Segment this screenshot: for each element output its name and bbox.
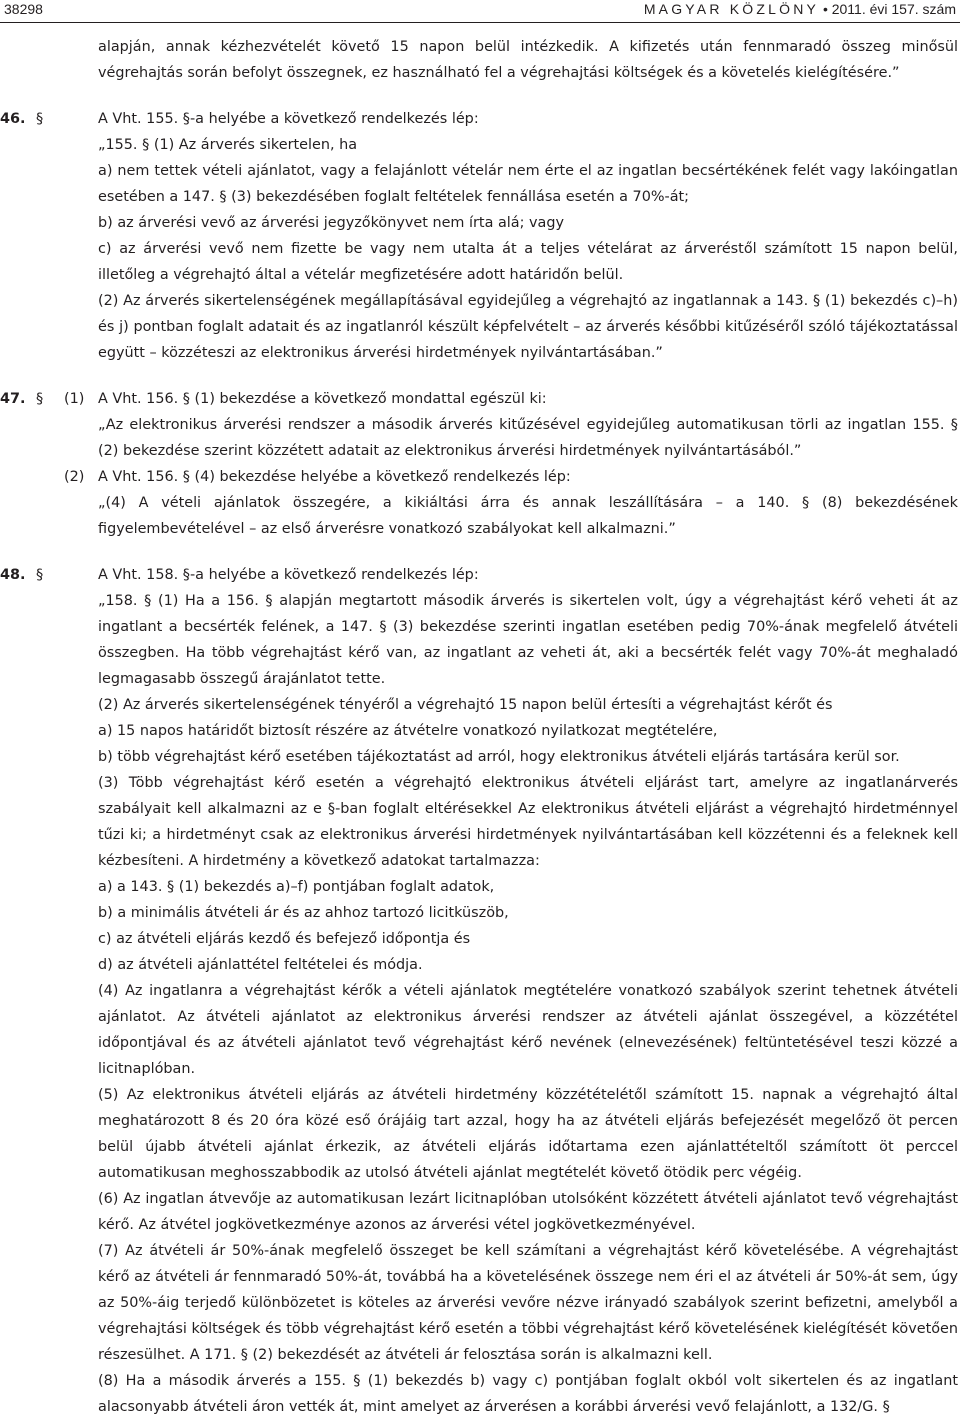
section-47 (0, 386, 960, 542)
section-paragraph: (2) Az árverés sikertelenségének megállapításával egyidejűleg a végrehajtó az ingatlannak a 143. § (1) bekezdés c)–h) és j) pontban foglalt adatait és az ingatlanról készült képfelvételt – az árverés későbbi kitűzéséről szóló tájékoztatással együtt – közzéteszi az elektronikus árverési hirdetmények nyilvántartásában.” (98, 293, 958, 361)
section-paragraph: c) az átvételi eljárás kezdő és befejező időpontja és (98, 931, 471, 947)
section-paragraph: d) az átvételi ajánlattétel feltételei és módja. (98, 957, 423, 973)
subsection-label: (1) (64, 391, 85, 407)
subsection (0, 464, 960, 542)
page-header (0, 0, 960, 23)
section-48 (0, 562, 960, 1420)
section-paragraph: A Vht. 156. § (4) bekezdése helyébe a következő rendelkezés lép: (98, 469, 571, 485)
section-paragraph: (7) Az átvételi ár 50%-ának megfelelő összeget be kell számítani a végrehajtást kérő követelésébe. A végrehajtást kérő az átvételi ár fennmaradó 50%-át, továbbá ha a követelésének összege nem éri el az átvételi ár 50%-át sem, úgy az 50%-áig terjedő különbözetet is köteles az árverési vevőre nézve irányadó szabályok szerint befizetni, amelyből a végrehajtási költségek és több végrehajtást kérő esetén a többi végrehajtást kérő követelésének kielégítését követően részesülhet. A 171. § (2) bekezdését az átvételi ár felosztása során is alkalmazni kell. (98, 1243, 958, 1363)
section-paragraph: (2) Az árverés sikertelenségének tényéről a végrehajtó 15 napon belül értesíti a végrehajtást kérőt és (98, 697, 833, 713)
section-paragraph: „(4) A vételi ajánlatok összegére, a kikiáltási árra és annak leszállítására – a 140. § (8) bekezdésének figyelembevételével – az első árverésre vonatkozó szabályokat kell alkalmazni.” (98, 495, 958, 537)
section-paragraph: c) az árverési vevő nem fizette be vagy nem utalta át a teljes vételárat az árveréstől számított 15 napon belül, illetőleg a végrehajtó által a vételár megfizetésére adott határidőn belül. (98, 241, 958, 283)
section-paragraph: (4) Az ingatlanra a végrehajtást kérők a vételi ajánlatok megtételére vonatkozó szabályok szerint tehetnek átvételi ajánlatot. Az átvételi ajánlatot az elektronikus árverési rendszer az átvételi ajánlat összegével, a közzététel időpontjával és az átvételi ajánlatot tevő végrehajtást kérő nevének (elnevezésének) feltüntetésével teszi közzé a licitnaplóban. (98, 983, 958, 1077)
intro-paragraph: alapján, annak kézhezvételét követő 15 napon belül intézkedik. A kifizetés után fennmaradó összeg minősül végrehajtás során befolyt összegnek, ez használható fel a végrehajtási költségek és a követelés kielégítésére.” (98, 39, 958, 81)
section-paragraph: A Vht. 156. § (1) bekezdése a következő mondattal egészül ki: (98, 391, 547, 407)
section-paragraph: b) több végrehajtást kérő esetében tájékoztatást ad arról, hogy elektronikus átvételi eljárás tartására kerül sor. (98, 749, 900, 765)
section-paragraph: (3) Több végrehajtást kérő esetén a végrehajtó elektronikus átvételi eljárást tart, amelyre az ingatlanárverés szabályait kell alkalmazni az e §-ban foglalt eltérésekkel Az elektronikus átvételi eljárást a végrehajtó hirdetménnyel tűzi ki; a hirdetményt csak az elektronikus árverési hirdetmények nyilvántartásában kell közzétenni és a feleknek kell kézbesíteni. A hirdetmény a következő adatokat tartalmazza: (98, 775, 958, 869)
section-paragraph: a) nem tettek vételi ajánlatot, vagy a felajánlott vételár nem érte el az ingatlan becsértékének felét vagy lakóingatlan esetében a 147. § (3) bekezdésében foglalt feltételek fennállása esetén a 70%-át; (98, 163, 958, 205)
section-paragraph: A Vht. 155. §-a helyébe a következő rendelkezés lép: (98, 111, 479, 127)
section-paragraph: (8) Ha a második árverés a 155. § (1) bekezdés b) vagy c) pontjában foglalt okból volt sikertelen és az ingatlant alacsonyabb átvételi áron vették át, mint amelyet az árverésen a korábbi árverési vevő felajánlott, a 132/G. § (98, 1373, 958, 1415)
section-number: 48. (0, 567, 26, 583)
issue-label: • 2011. évi 157. szám (822, 1, 956, 17)
section-sign: § (36, 391, 44, 407)
subsection-label: (2) (64, 469, 85, 485)
subsection (0, 386, 960, 464)
section-paragraph: (5) Az elektronikus átvételi eljárás az átvételi hirdetmény közzétételétől számított 15. napnak a végrehajtó által meghatározott 8 és 20 óra közé eső órájáig tart azzal, hogy ha az átvételi eljárás befejezését megelőző öt percen belül újabb átvételi ajánlat érkezik, az átvételi eljárás időtartama ezen ajánlattételtől számított öt perccel automatikusan meghosszabbodik az utolsó átvételi ajánlat megtételét követő ötödik perc végéig. (98, 1087, 958, 1181)
section-number: 46. (0, 111, 26, 127)
section-paragraph: a) 15 napos határidőt biztosít részére az átvételre vonatkozó nyilatkozat megtételére, (98, 723, 718, 739)
section-paragraph: b) az árverési vevő az árverési jegyzőkönyvet nem írta alá; vagy (98, 215, 565, 231)
section-paragraph: „155. § (1) Az árverés sikertelen, ha (98, 137, 358, 153)
section-46 (0, 106, 960, 366)
section-paragraph: a) a 143. § (1) bekezdés a)–f) pontjában foglalt adatok, (98, 879, 495, 895)
section-paragraph: (6) Az ingatlan átvevője az automatikusan lezárt licitnaplóban utolsóként közzétett átvételi ajánlatot tevő végrehajtást kérő. Az átvétel jogkövetkezménye azonos az árverési vétel jogkövetkezményével. (98, 1191, 958, 1233)
section-paragraph: A Vht. 158. §-a helyébe a következő rendelkezés lép: (98, 567, 479, 583)
journal-title: MAGYAR KÖZLÖNY (643, 1, 820, 17)
section-number: 47. (0, 391, 26, 407)
page-number: 38298 (4, 1, 43, 17)
section-sign: § (36, 567, 44, 583)
section-paragraph: „158. § (1) Ha a 156. § alapján megtartott második árverés is sikertelen volt, úgy a végrehajtást kérő veheti át az ingatlant a becsérték felének, a 147. § (3) bekezdése szerinti ingatlan esetében pedig 70%-ának megfelelő átvételi összegben. Ha több végrehajtást kérő van, az ingatlant az veheti át, aki a becsérték felét vagy 70%-át meghaladó legmagasabb összegű árajánlatot tette. (98, 593, 958, 687)
section-paragraph: „Az elektronikus árverési rendszer a második árverés kitűzésével egyidejűleg automatikusan törli az ingatlan 155. § (2) bekezdése szerint közzétett adatait az elektronikus árverési hirdetmények nyilvántartásából.” (98, 417, 958, 459)
section-sign: § (36, 111, 44, 127)
section-paragraph: b) a minimális átvételi ár és az ahhoz tartozó licitküszöb, (98, 905, 509, 921)
journal-info (644, 1, 956, 17)
document-body (0, 34, 960, 1420)
